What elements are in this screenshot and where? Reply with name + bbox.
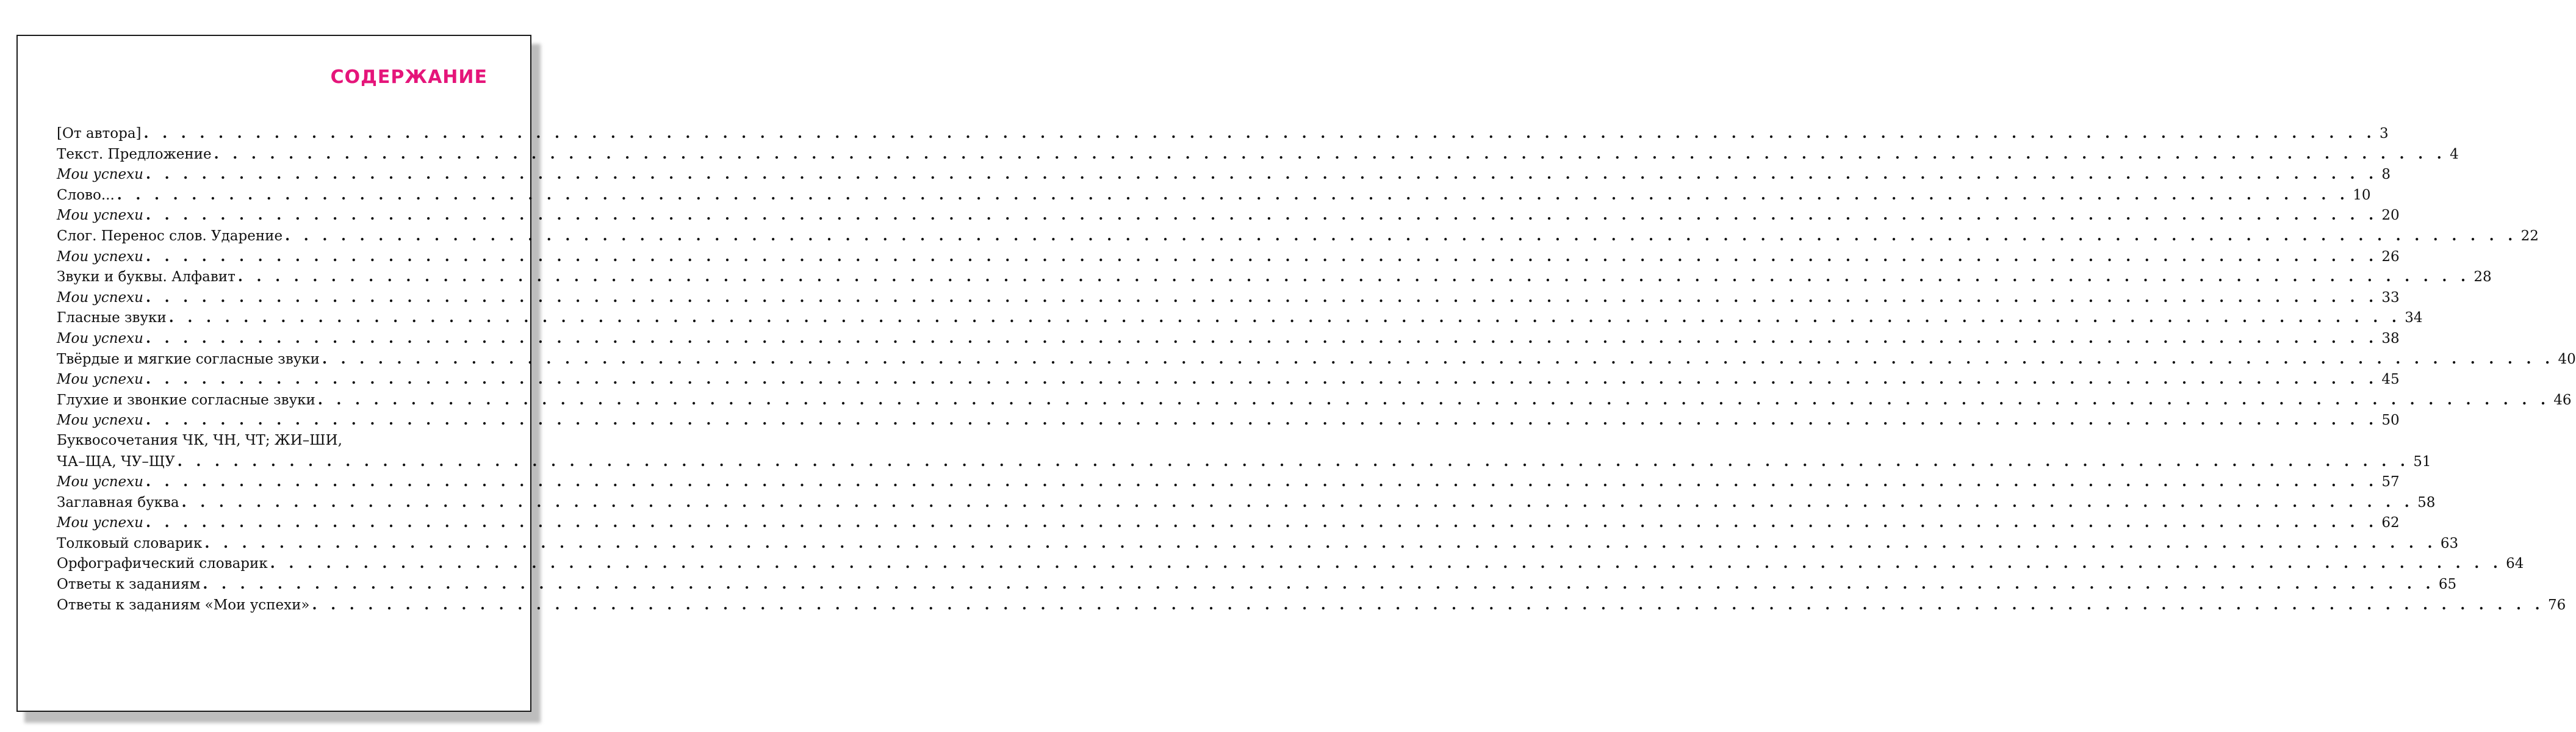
dot-leader: . . . . . . . . . . . . . . . . . . . . . . . . . . . . . . . . . . . . . . . . . . . . . . . . . . . . . . . . . . . . . . . . . . . . . . . . . . . . . . . . . . . . . . . . . . . . . . . . . . . . . . . . . . . . . . . . . . . . . . . .	[317, 391, 2550, 408]
toc-entry-label: Текст. Предложение	[57, 146, 212, 162]
toc-entry-label: Ответы к заданиям «Мои успехи»	[57, 597, 310, 613]
toc-entry-page-number: 28	[2473, 269, 2492, 285]
toc-entry	[57, 246, 2400, 267]
toc-entry	[57, 574, 2457, 595]
toc-entry-page-number: 34	[2405, 310, 2423, 326]
dot-leader: . . . . . . . . . . . . . . . . . . . . . . . . . . . . . . . . . . . . . . . . . . . . . . . . . . . . . . . . . . . . . . . . . . . . . . . . . . . . . . . . . . . . . . . . . . . . . . . . . . . . . . . . . . . . . . . . . . . . . . . .	[145, 473, 2378, 490]
dot-leader: . . . . . . . . . . . . . . . . . . . . . . . . . . . . . . . . . . . . . . . . . . . . . . . . . . . . . . . . . . . . . . . . . . . . . . . . . . . . . . . . . . . . . . . . . . . . . . . . . . . . . . . . . . . . . . . . . . . . . . . .	[270, 555, 2503, 572]
toc-entry-label: Мои успехи	[57, 207, 143, 224]
toc-entry-label: Мои успехи	[57, 330, 143, 346]
dot-leader: . . . . . . . . . . . . . . . . . . . . . . . . . . . . . . . . . . . . . . . . . . . . . . . . . . . . . . . . . . . . . . . . . . . . . . . . . . . . . . . . . . . . . . . . . . . . . . . . . . . . . . . . . . . . . . . . . . . . . . . .	[145, 412, 2378, 429]
toc-entry-page-number: 62	[2381, 515, 2400, 531]
toc-entry-page-number: 65	[2438, 576, 2457, 593]
toc-entry-page-number: 50	[2381, 412, 2400, 429]
toc-entry	[57, 553, 2524, 574]
dot-leader: . . . . . . . . . . . . . . . . . . . . . . . . . . . . . . . . . . . . . . . . . . . . . . . . . . . . . . . . . . . . . . . . . . . . . . . . . . . . . . . . . . . . . . . . . . . . . . . . . . . . . . . . . . . . . . . . . . . . . . . .	[285, 227, 2517, 244]
toc-entry-label: Звуки и буквы. Алфавит	[57, 269, 236, 285]
toc-entry-label: ЧА–ЩА, ЧУ–ЩУ	[57, 453, 175, 470]
toc-entry-page-number: 45	[2381, 371, 2400, 388]
toc-entry	[57, 123, 2389, 144]
toc-entry-page-number: 20	[2381, 207, 2400, 224]
toc-entry	[57, 595, 2566, 615]
dot-leader: . . . . . . . . . . . . . . . . . . . . . . . . . . . . . . . . . . . . . . . . . . . . . . . . . . . . . . . . . . . . . . . . . . . . . . . . . . . . . . . . . . . . . . . . . . . . . . . . . . . . . . . . . . . . . . . . . . . . . . . .	[145, 207, 2378, 224]
dot-leader: . . . . . . . . . . . . . . . . . . . . . . . . . . . . . . . . . . . . . . . . . . . . . . . . . . . . . . . . . . . . . . . . . . . . . . . . . . . . . . . . . . . . . . . . . . . . . . . . . . . . . . . . . . . . . . . . . . . . . . . .	[204, 534, 2437, 551]
dot-leader: . . . . . . . . . . . . . . . . . . . . . . . . . . . . . . . . . . . . . . . . . . . . . . . . . . . . . . . . . . . . . . . . . . . . . . . . . . . . . . . . . . . . . . . . . . . . . . . . . . . . . . . . . . . . . . . . . . . . . . . .	[145, 166, 2378, 183]
toc-entry	[57, 492, 2436, 513]
toc-entry	[57, 533, 2459, 554]
toc-entry	[57, 226, 2539, 246]
toc-entry-label-line1: Буквосочетания ЧК, ЧН, ЧТ; ЖИ–ШИ,	[57, 432, 342, 448]
toc-entry-label: Мои успехи	[57, 289, 143, 306]
dot-leader: . . . . . . . . . . . . . . . . . . . . . . . . . . . . . . . . . . . . . . . . . . . . . . . . . . . . . . . . . . . . . . . . . . . . . . . . . . . . . . . . . . . . . . . . . . . . . . . . . . . . . . . . . . . . . . . . . . . . . . . .	[145, 248, 2378, 265]
toc-entry	[57, 205, 2400, 226]
dot-leader: . . . . . . . . . . . . . . . . . . . . . . . . . . . . . . . . . . . . . . . . . . . . . . . . . . . . . . . . . . . . . . . . . . . . . . . . . . . . . . . . . . . . . . . . . . . . . . . . . . . . . . . . . . . . . . . . . . . . . . . .	[168, 309, 2402, 326]
toc-entry-page-number: 26	[2381, 248, 2400, 265]
toc-entry-label: Мои успехи	[57, 515, 143, 531]
toc-entry-page-number: 58	[2417, 494, 2436, 511]
dot-leader: . . . . . . . . . . . . . . . . . . . . . . . . . . . . . . . . . . . . . . . . . . . . . . . . . . . . . . . . . . . . . . . . . . . . . . . . . . . . . . . . . . . . . . . . . . . . . . . . . . . . . . . . . . . . . . . . . . . . . . . .	[117, 186, 2350, 203]
book-page	[16, 35, 2576, 712]
toc-entry-label: Заглавная буква	[57, 494, 179, 511]
dot-leader: . . . . . . . . . . . . . . . . . . . . . . . . . . . . . . . . . . . . . . . . . . . . . . . . . . . . . . . . . . . . . . . . . . . . . . . . . . . . . . . . . . . . . . . . . . . . . . . . . . . . . . . . . . . . . . . . . . . . . . . .	[145, 329, 2378, 346]
dot-leader: . . . . . . . . . . . . . . . . . . . . . . . . . . . . . . . . . . . . . . . . . . . . . . . . . . . . . . . . . . . . . . . . . . . . . . . . . . . . . . . . . . . . . . . . . . . . . . . . . . . . . . . . . . . . . . . . . . . . . . . .	[145, 371, 2378, 388]
toc-entry-label: Толковый словарик	[57, 535, 203, 551]
toc-entry	[57, 472, 2400, 492]
toc-entry-page-number: 33	[2381, 289, 2400, 306]
toc-entry	[57, 267, 2492, 287]
dot-leader: . . . . . . . . . . . . . . . . . . . . . . . . . . . . . . . . . . . . . . . . . . . . . . . . . . . . . . . . . . . . . . . . . . . . . . . . . . . . . . . . . . . . . . . . . . . . . . . . . . . . . . . . . . . . . . . . . . . . . . . .	[143, 125, 2376, 142]
toc-entry-page-number: 40	[2558, 351, 2576, 367]
toc-entry	[57, 410, 2400, 431]
toc-entry	[57, 164, 2391, 185]
toc-entry-page-number: 51	[2413, 453, 2431, 470]
toc-entry	[57, 390, 2572, 411]
toc-entry-label: Мои успехи	[57, 412, 143, 429]
toc-entry	[57, 369, 2400, 390]
toc-entry-label: Твёрдые и мягкие согласные звуки	[57, 351, 320, 367]
toc-entry-label: Мои успехи	[57, 248, 143, 265]
toc-entry-label: Мои успехи	[57, 167, 143, 183]
toc-entry-page-number: 57	[2381, 474, 2400, 490]
toc-entry	[57, 287, 2400, 308]
toc-entry-label: Гласные звуки	[57, 310, 167, 326]
dot-leader: . . . . . . . . . . . . . . . . . . . . . . . . . . . . . . . . . . . . . . . . . . . . . . . . . . . . . . . . . . . . . . . . . . . . . . . . . . . . . . . . . . . . . . . . . . . . . . . . . . . . . . . . . . . . . . . . . . . . . . . .	[145, 514, 2378, 531]
dot-leader: . . . . . . . . . . . . . . . . . . . . . . . . . . . . . . . . . . . . . . . . . . . . . . . . . . . . . . . . . . . . . . . . . . . . . . . . . . . . . . . . . . . . . . . . . . . . . . . . . . . . . . . . . . . . . . . . . . . . . . . .	[181, 493, 2414, 511]
toc-entry	[57, 349, 2576, 370]
toc-entry-page-number: 38	[2381, 330, 2400, 346]
toc-entry-label: Мои успехи	[57, 474, 143, 490]
table-of-contents	[57, 123, 2576, 615]
toc-entry-label: Глухие и звонкие согласные звуки	[57, 392, 315, 408]
dot-leader: . . . . . . . . . . . . . . . . . . . . . . . . . . . . . . . . . . . . . . . . . . . . . . . . . . . . . . . . . . . . . . . . . . . . . . . . . . . . . . . . . . . . . . . . . . . . . . . . . . . . . . . . . . . . . . . . . . . . . . . .	[214, 145, 2447, 162]
toc-entry-label: Слог. Перенос слов. Ударение	[57, 228, 283, 244]
toc-entry-page-number: 63	[2440, 535, 2459, 551]
toc-entry	[57, 512, 2400, 533]
toc-entry-label: Орфографический словарик	[57, 556, 268, 572]
toc-entry-page-number: 10	[2353, 187, 2371, 203]
toc-entry-page-number: 46	[2553, 392, 2572, 408]
toc-entry-page-number: 3	[2379, 126, 2389, 142]
toc-entry-page-number: 22	[2520, 228, 2539, 244]
dot-leader: . . . . . . . . . . . . . . . . . . . . . . . . . . . . . . . . . . . . . . . . . . . . . . . . . . . . . . . . . . . . . . . . . . . . . . . . . . . . . . . . . . . . . . . . . . . . . . . . . . . . . . . . . . . . . . . . . . . . . . . .	[203, 576, 2435, 593]
toc-entry	[57, 307, 2423, 328]
toc-entry-label: Мои успехи	[57, 371, 143, 388]
dot-leader: . . . . . . . . . . . . . . . . . . . . . . . . . . . . . . . . . . . . . . . . . . . . . . . . . . . . . . . . . . . . . . . . . . . . . . . . . . . . . . . . . . . . . . . . . . . . . . . . . . . . . . . . . . . . . . . . . . . . . . . .	[237, 268, 2470, 285]
toc-entry-page-number: 4	[2450, 146, 2459, 162]
toc-entry	[57, 185, 2371, 206]
toc-entry-page-number: 64	[2506, 556, 2524, 572]
dot-leader: . . . . . . . . . . . . . . . . . . . . . . . . . . . . . . . . . . . . . . . . . . . . . . . . . . . . . . . . . . . . . . . . . . . . . . . . . . . . . . . . . . . . . . . . . . . . . . . . . . . . . . . . . . . . . . . . . . . . . . . .	[322, 350, 2555, 367]
toc-entry	[57, 144, 2459, 165]
toc-entry	[57, 328, 2400, 349]
dot-leader: . . . . . . . . . . . . . . . . . . . . . . . . . . . . . . . . . . . . . . . . . . . . . . . . . . . . . . . . . . . . . . . . . . . . . . . . . . . . . . . . . . . . . . . . . . . . . . . . . . . . . . . . . . . . . . . . . . . . . . . .	[145, 289, 2378, 306]
toc-entry-page-number: 8	[2381, 167, 2391, 183]
toc-entry-label: [От автора]	[57, 126, 142, 142]
toc-entry	[57, 431, 2431, 472]
toc-entry-page-number: 76	[2547, 597, 2566, 613]
dot-leader: . . . . . . . . . . . . . . . . . . . . . . . . . . . . . . . . . . . . . . . . . . . . . . . . . . . . . . . . . . . . . . . . . . . . . . . . . . . . . . . . . . . . . . . . . . . . . . . . . . . . . . . . . . . . . . . . . . . . . . . .	[312, 596, 2544, 613]
dot-leader: . . . . . . . . . . . . . . . . . . . . . . . . . . . . . . . . . . . . . . . . . . . . . . . . . . . . . . . . . . . . . . . . . . . . . . . . . . . . . . . . . . . . . . . . . . . . . . . . . . . . . . . . . . . . . . . . . . . . . . . .	[177, 453, 2410, 470]
toc-entry-label: Ответы к заданиям	[57, 576, 201, 593]
toc-entry-label: Слово...	[57, 187, 115, 203]
page-title: СОДЕРЖАНИЕ	[330, 66, 487, 88]
